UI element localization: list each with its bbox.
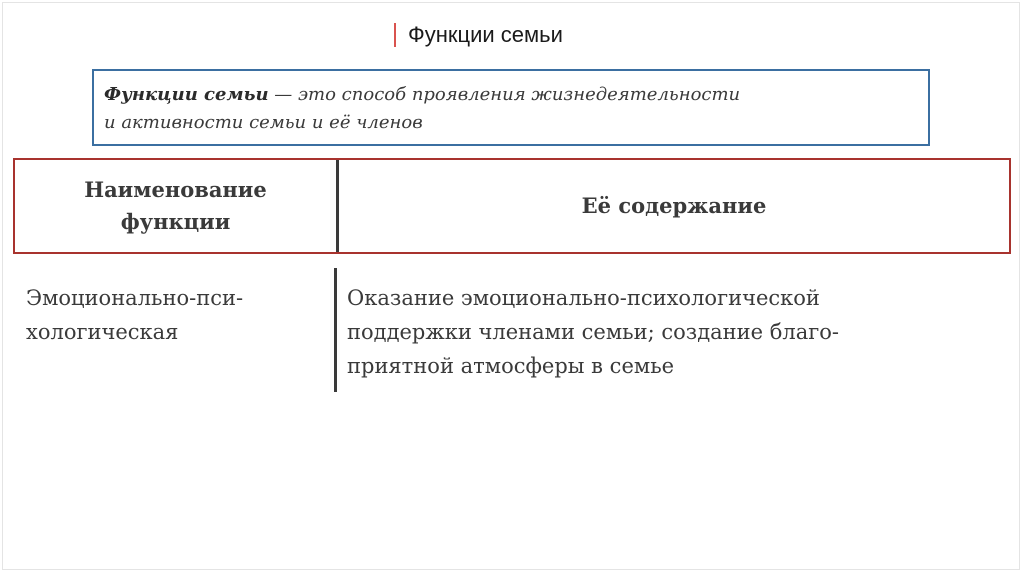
definition-text [104, 81, 740, 137]
row-name-line2: хологическая [26, 320, 179, 344]
definition-line-1 [104, 81, 740, 109]
header-cell-content: Её содержание [581, 193, 767, 218]
header-cell-function-name [15, 160, 336, 252]
row-content-line1: Оказание эмоционально-психологической [347, 286, 820, 310]
row-content-line3: приятной атмосферы в семье [347, 354, 675, 378]
definition-line-2: и активности семьи и её членов [104, 112, 423, 133]
title-accent-bar [394, 23, 396, 47]
slide-header [394, 20, 563, 50]
definition-line-1-rest: — это способ проявления жизнедеятельности [268, 84, 741, 105]
row-name-line1: Эмоционально-пси- [26, 286, 244, 310]
row-content-line2: поддержки членами семьи; создание благо- [347, 320, 840, 344]
row-function-name [26, 281, 243, 349]
definition-box [92, 69, 930, 146]
definition-term: Функции семьи [104, 84, 269, 105]
table-header [13, 158, 1011, 254]
row-column-divider [334, 268, 337, 392]
header-col1-line2: функции [120, 209, 231, 234]
slide-title: Функции семьи [408, 22, 563, 47]
header-col1-line1: Наименование [84, 177, 267, 202]
row-function-content [347, 281, 839, 383]
